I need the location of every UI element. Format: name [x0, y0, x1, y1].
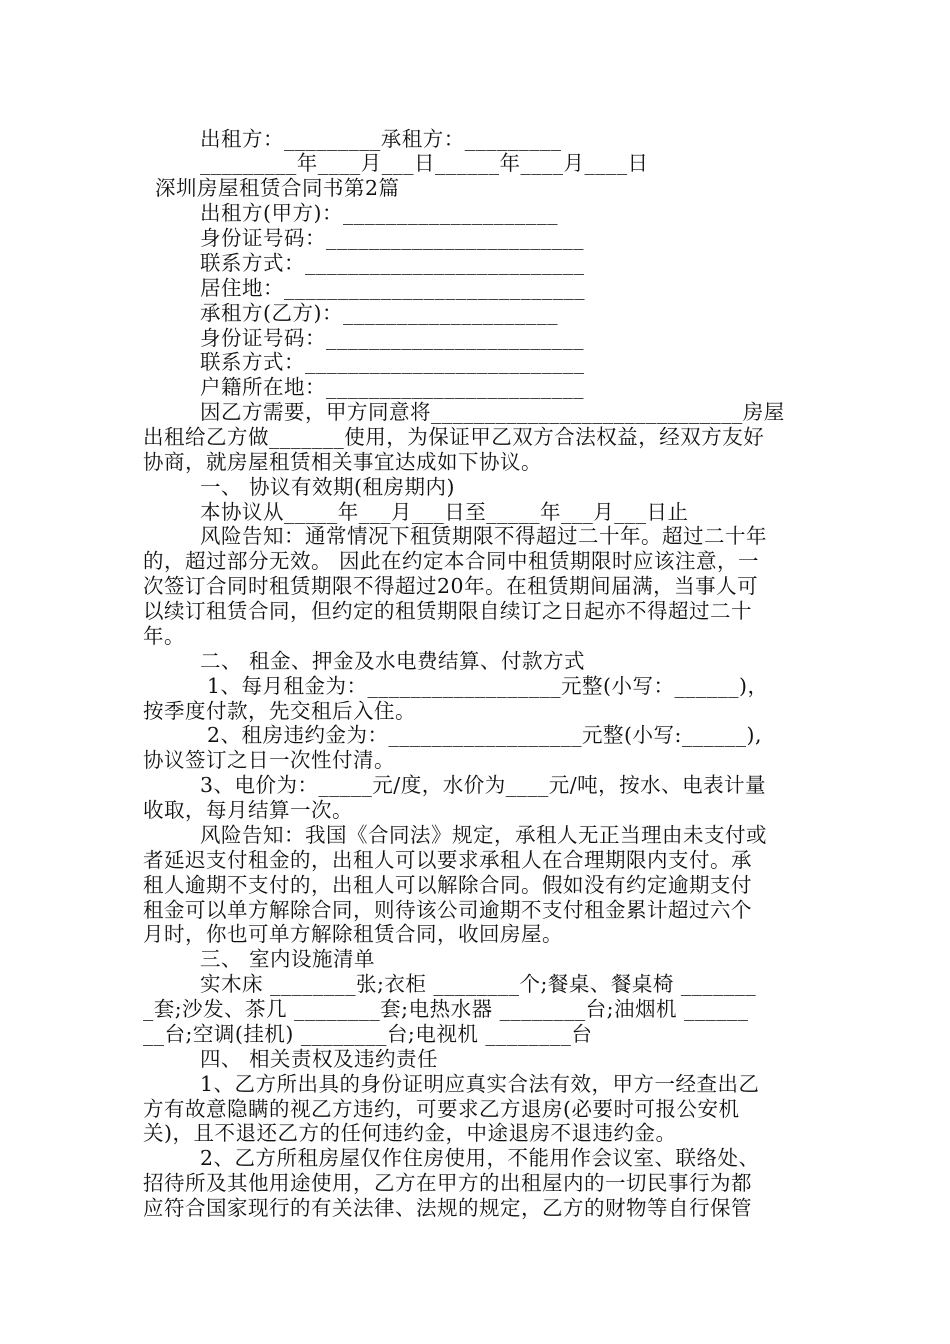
- paragraph-line: 以续订租赁合同，但约定的租赁期限自续订之日起亦不得超过二十: [143, 599, 752, 623]
- lessee-hukou-field: 户籍所在地：________________________: [200, 375, 584, 399]
- lessor-contact-field: 联系方式：__________________________: [200, 251, 585, 275]
- lessor-id-field: 身份证号码：________________________: [200, 226, 584, 250]
- lessor-residence-field: 居住地：____________________________: [200, 276, 585, 300]
- paragraph-line: 因乙方需要，甲方同意将_____________________________房屋: [200, 400, 785, 424]
- paragraph-line: 租人逾期不支付的，出租人可以解除合同。假如没有约定逾期支付: [143, 873, 752, 897]
- paragraph-line: 本协议从_____年___月___日至_____年___月___日止: [200, 500, 689, 524]
- paragraph-line: _套;沙发、茶几 ________套;电热水器 ________台;油烟机 ______: [143, 997, 749, 1021]
- lessee-id-field: 身份证号码：________________________: [200, 326, 584, 350]
- paragraph-line: 应符合国家现行的有关法律、法规的规定，乙方的财物等自行保管: [143, 1196, 752, 1220]
- paragraph-line: 按季度付款，先交租后入住。: [143, 699, 416, 723]
- paragraph-line: 方有故意隐瞒的视乙方违约，可要求乙方退房(必要时可报公安机: [143, 1097, 740, 1121]
- paragraph-line: 者延迟支付租金的，出租人可以要求承租人在合理期限内支付。承: [143, 848, 752, 872]
- paragraph-line: 1、每月租金为：__________________元整(小写：______)，: [200, 674, 769, 698]
- paragraph-line: 年。: [143, 624, 185, 648]
- signature-date-line: _________年____月___日______年____月____日: [200, 151, 649, 175]
- paragraph-line: 2、乙方所租房屋仅作住房使用，不能用作会议室、联络处、: [200, 1146, 760, 1170]
- section-heading: 四、 相关责权及违约责任: [200, 1047, 439, 1071]
- paragraph-line: 实木床 ________张;衣柜 ________个;餐桌、餐桌椅 _______: [200, 972, 757, 996]
- signature-parties-line: 出租方：_________承租方：_________: [200, 127, 562, 151]
- paragraph-line: 风险告知：我国《合同法》规定，承租人无正当理由未支付或: [200, 823, 767, 847]
- lessor-field: 出租方(甲方)：____________________: [200, 201, 558, 225]
- section-heading: 一、 协议有效期(租房期内): [200, 475, 456, 499]
- paragraph-line: 次签订合同时租赁期限不得超过20年。在租赁期间届满，当事人可: [143, 574, 759, 598]
- section-heading: 三、 室内设施清单: [200, 947, 376, 971]
- paragraph-line: 1、乙方所出具的身份证明应真实合法有效，甲方一经查出乙: [200, 1072, 760, 1096]
- lessee-field: 承租方(乙方)：____________________: [200, 301, 558, 325]
- paragraph-line: 租金可以单方解除合同，则待该公司逾期不支付租金累计超过六个: [143, 898, 752, 922]
- document-title: 深圳房屋租赁合同书第2篇: [155, 176, 400, 200]
- paragraph-line: 的，超过部分无效。 因此在约定本合同中租赁期限时应该注意，一: [143, 549, 760, 573]
- paragraph-line: 收取，每月结算一次。: [143, 798, 353, 822]
- paragraph-line: 关)，且不退还乙方的任何违约金，中途退房不退违约金。: [143, 1121, 677, 1145]
- section-heading: 二、 租金、押金及水电费结算、付款方式: [200, 649, 586, 673]
- paragraph-line: 出租给乙方做_______使用，为保证甲乙双方合法权益，经双方友好: [143, 425, 765, 449]
- paragraph-line: 招待所及其他用途使用，乙方在甲方的出租屋内的一切民事行为都: [143, 1171, 752, 1195]
- paragraph-line: 协商，就房屋租赁相关事宜达成如下协议。: [143, 450, 542, 474]
- paragraph-line: 3、电价为：_____元/度，水价为____元/吨，按水、电表计量: [200, 773, 767, 797]
- paragraph-line: __台;空调(挂机) ________台;电视机 ________台: [143, 1022, 593, 1046]
- paragraph-line: 协议签订之日一次性付清。: [143, 748, 395, 772]
- lessee-contact-field: 联系方式：__________________________: [200, 350, 585, 374]
- paragraph-line: 风险告知：通常情况下租赁期限不得超过二十年。超过二十年: [200, 524, 767, 548]
- paragraph-line: 2、租房违约金为：__________________元整(小写:______),: [200, 723, 762, 747]
- paragraph-line: 月时，你也可单方解除租赁合同，收回房屋。: [143, 922, 563, 946]
